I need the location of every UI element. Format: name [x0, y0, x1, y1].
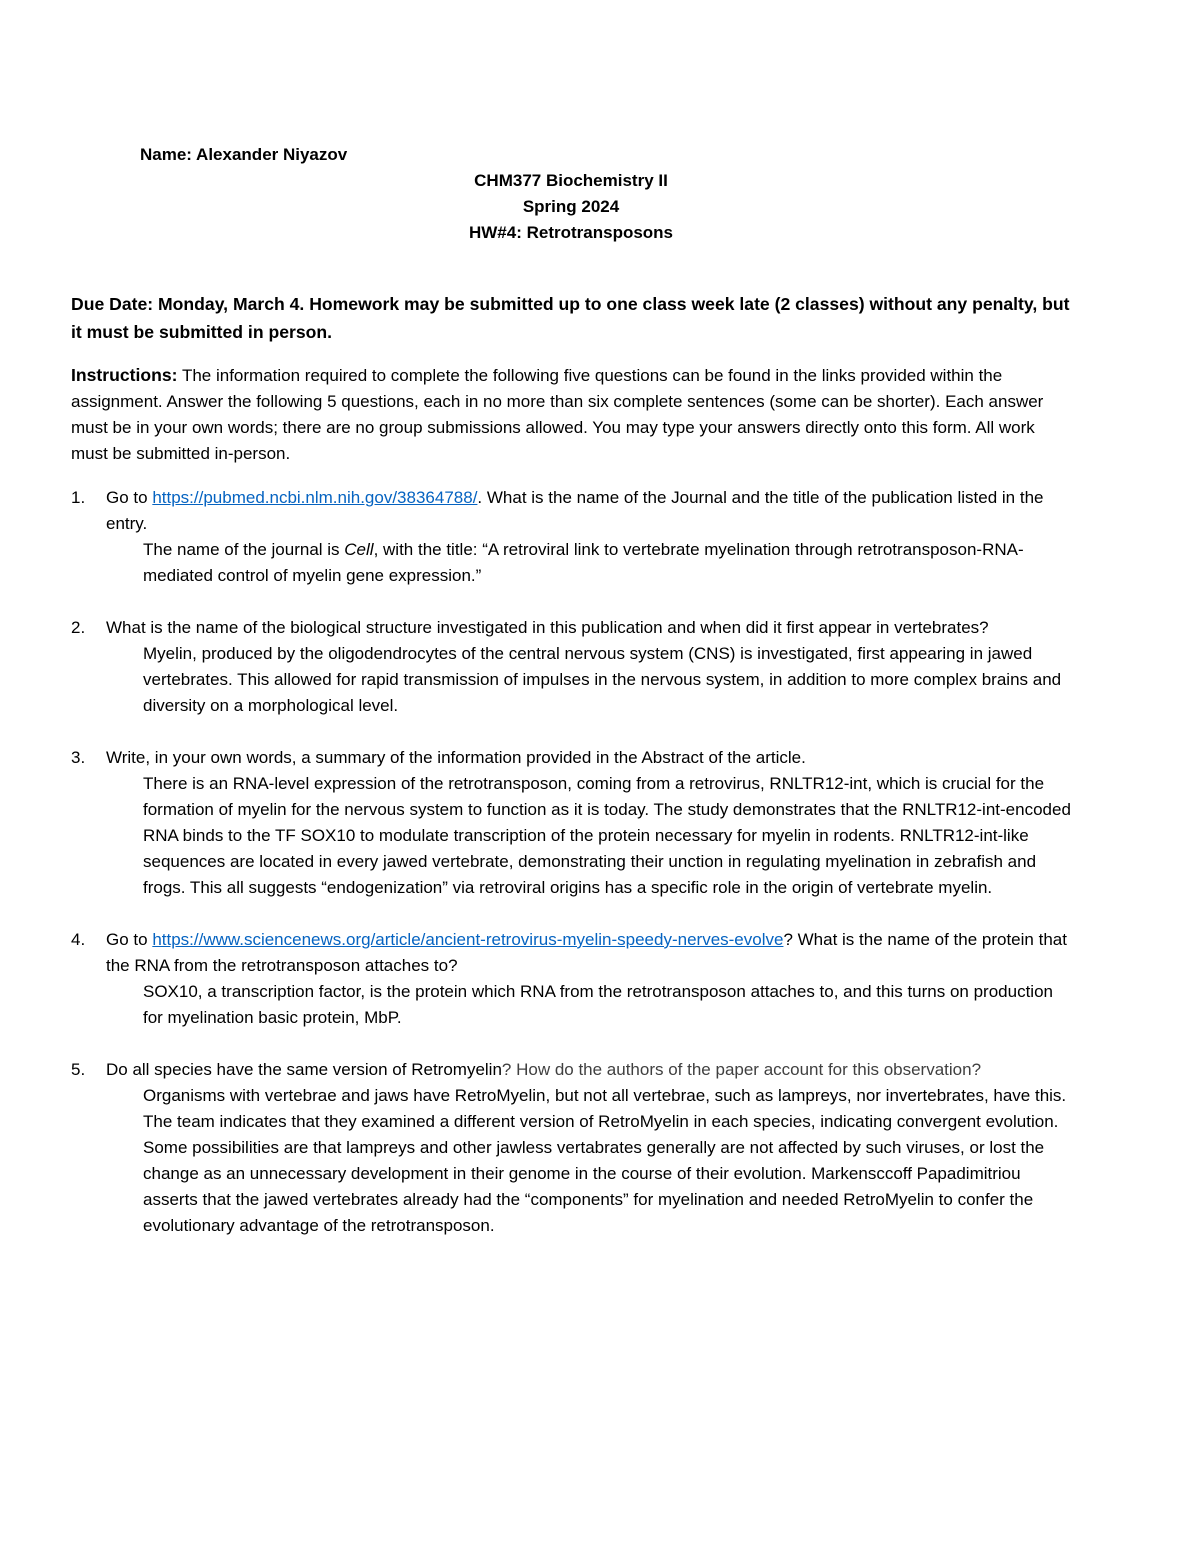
- instructions: [71, 362, 1071, 467]
- course-title: CHM377 Biochemistry II: [474, 171, 668, 190]
- question-text: [106, 927, 1071, 979]
- question-text: [106, 485, 1071, 537]
- instructions-text: The information required to complete the following five questions can be found in the links provided within the assignment. Answer the following 5 questions, each in no more than six complete sentences (some can be shorter). Each answer must be in your own words; there are no group submissions allowed. You may type your answers directly onto this form. All work must be submitted in-person.: [71, 366, 1044, 463]
- question-4: [71, 927, 1071, 1031]
- sciencenews-link[interactable]: https://www.sciencenews.org/article/ancient-retrovirus-myelin-speedy-nerves-evolve: [152, 930, 784, 949]
- assignment-title: HW#4: Retrotransposons: [468, 223, 674, 242]
- question-list: [71, 485, 1071, 1239]
- answer-text: SOX10, a transcription factor, is the protein which RNA from the retrotransposon attaches to, and this turns on production for myelination basic protein, MbP.: [143, 982, 1053, 1027]
- question-number: 3.: [71, 748, 86, 767]
- question-text-part: Do all species have the same version of Retromyelin: [106, 1060, 502, 1079]
- question-text-part: . What is the name of the Journal and the title of the publication listed in the entry.: [106, 488, 1044, 533]
- answer-text: Myelin, produced by the oligodendrocytes of the central nervous system (CNS) is investigated, first appearing in jawed vertebrates. This allowed for rapid transmission of impulses in the nervous system, in addition to more complex brains and diversity on a morphological level.: [143, 644, 1062, 715]
- question-text: What is the name of the biological structure investigated in this publication and when did it first appear in vertebrates?: [106, 618, 989, 637]
- pubmed-link[interactable]: https://pubmed.ncbi.nlm.nih.gov/38364788/: [152, 488, 478, 507]
- question-number: 1.: [71, 488, 86, 507]
- question-5: [71, 1057, 1071, 1239]
- question-number: 4.: [71, 930, 86, 949]
- document-body: [71, 142, 1071, 1265]
- question-number: 2.: [71, 618, 86, 637]
- answer-text-part: , with the title: “A retroviral link to vertebrate myelination through retrotransposon-RNA-mediated control of myelin gene expression.”: [143, 540, 1024, 585]
- question-3: [71, 745, 1071, 901]
- question-text-part: Go to: [106, 930, 153, 949]
- journal-name: Cell: [344, 540, 374, 559]
- title-block: [71, 168, 1071, 246]
- answer-text-part: The name of the journal is: [143, 540, 345, 559]
- question-1: [71, 485, 1071, 589]
- student-name: Name: Alexander Niyazov: [140, 145, 348, 164]
- answer-text: [106, 537, 1071, 589]
- question-text: [106, 1057, 1071, 1083]
- instructions-label: Instructions:: [71, 365, 178, 385]
- question-number: 5.: [71, 1060, 86, 1079]
- due-date: Due Date: Monday, March 4. Homework may be submitted up to one class week late (2 classes) without any penalty, but it must be submitted in person.: [71, 294, 1070, 342]
- question-2: [71, 615, 1071, 719]
- answer-text: Organisms with vertebrae and jaws have RetroMyelin, but not all vertebrae, such as lampreys, nor invertebrates, have this. The team indicates that they examined a different version of RetroMyelin in each species, indicating convergent evolution. Some possibilities are that lampreys and other jawless vertabrates generally are not affected by such viruses, or lost the change as an unnecessary development in their genome in the course of their evolution. Markensccoff Papadimitriou asserts that the jawed vertebrates already had the “components” for myelination and needed RetroMyelin to confer the evolutionary advantage of the retrotransposon.: [143, 1086, 1067, 1235]
- question-text-part: ? What is the name of the protein that the RNA from the retrotransposon attaches to?: [106, 930, 1067, 975]
- answer-text: There is an RNA-level expression of the retrotransposon, coming from a retrovirus, RNLTR12-int, which is crucial for the formation of myelin for the nervous system to function as it is today. The study demonstrates that the RNLTR12-int-encoded RNA binds to the TF SOX10 to modulate transcription of the protein necessary for myelin in rodents. RNLTR12-int-like sequences are located in every jawed vertebrate, demonstrating their unction in regulating myelination in zebrafish and frogs. This all suggests “endogenization” via retroviral origins has a specific role in the origin of vertebrate myelin.: [143, 774, 1071, 897]
- question-text-part: Go to: [106, 488, 153, 507]
- question-text: Write, in your own words, a summary of the information provided in the Abstract of the article.: [106, 748, 806, 767]
- term: Spring 2024: [522, 197, 620, 216]
- question-text-part: ? How do the authors of the paper account for this observation?: [501, 1060, 982, 1079]
